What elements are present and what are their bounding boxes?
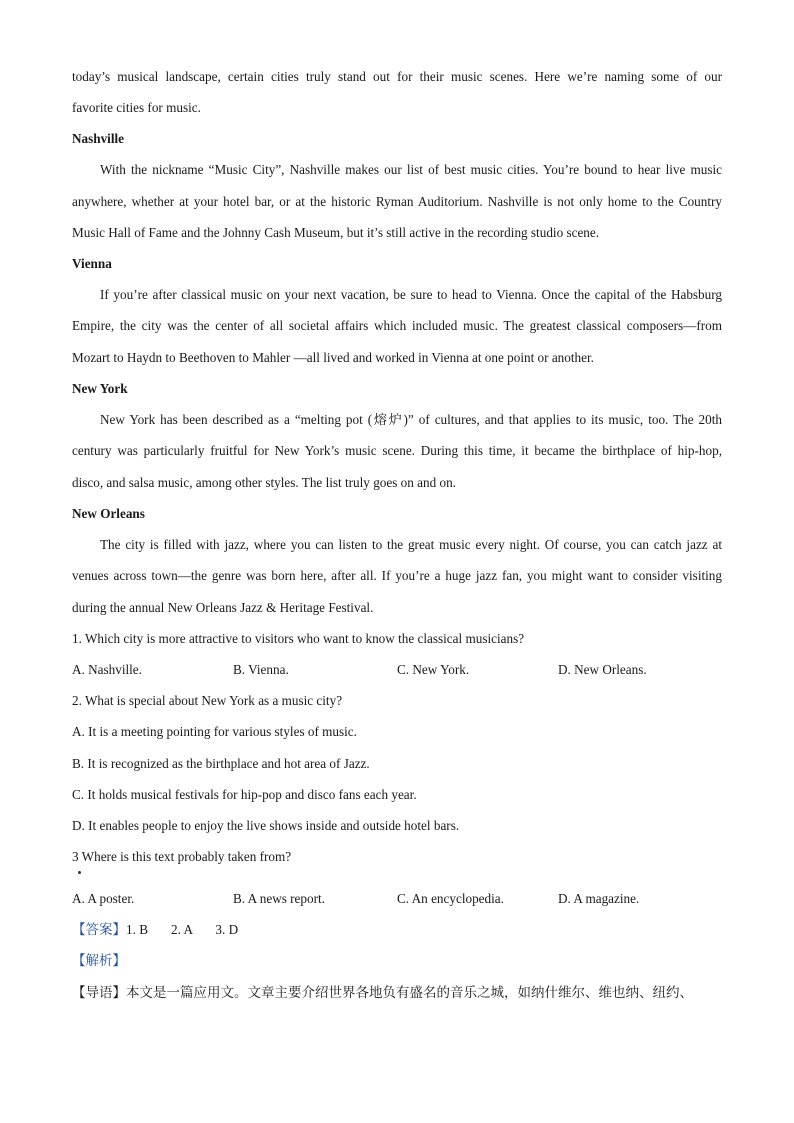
- guide-line: [72, 984, 722, 1002]
- question-1-options: [72, 661, 722, 679]
- analysis-label: 【解析】: [72, 953, 126, 969]
- paragraph-line: Empire, the city was the center of all societal affairs which included music. The greatest classical composers—from: [72, 318, 722, 333]
- paragraph-line: century was particularly fruitful for New York’s music scene. During this time, it became the birthplace of hip-hop,: [72, 443, 722, 458]
- option-b: B. Vienna.: [233, 662, 289, 677]
- option-d: D. It enables people to enjoy the live shows inside and outside hotel bars.: [72, 818, 460, 833]
- question-2-stem: 2. What is special about New York as a music city?: [72, 693, 343, 708]
- option-a: A. It is a meeting pointing for various styles of music.: [72, 724, 357, 739]
- paragraph-line: anywhere, whether at your hotel bar, or at the historic Ryman Auditorium. Nashville is not only home to the Country: [72, 194, 722, 209]
- paragraph-line: Music Hall of Fame and the Johnny Cash Museum, but it’s still active in the recording studio scene.: [72, 225, 600, 240]
- stray-dot: [78, 871, 81, 874]
- option-c: C. It holds musical festivals for hip-pop and disco fans each year.: [72, 787, 417, 802]
- section-heading-new-york: New York: [72, 381, 128, 396]
- paragraph-line: venues across town—the genre was born here, after all. If you’re a huge jazz fan, you might want to consider visiting: [72, 568, 722, 583]
- option-b: B. It is recognized as the birthplace and hot area of Jazz.: [72, 756, 370, 771]
- option-a: A. A poster.: [72, 891, 135, 906]
- paragraph-line: Mozart to Haydn to Beethoven to Mahler —all lived and worked in Vienna at one point or another.: [72, 350, 594, 365]
- answer-line: [72, 921, 722, 939]
- paragraph-line: New York has been described as a “melting pot (熔炉)” of cultures, and that applies to its music, too. The 20th: [100, 412, 722, 427]
- option-d: D. New Orleans.: [558, 662, 647, 677]
- option-b: B. A news report.: [233, 891, 325, 906]
- question-3-options: [72, 890, 722, 908]
- intro-line-1: today’s musical landscape, certain cities truly stand out for their music scenes. Here we’re naming some of our: [72, 69, 722, 84]
- answer-text: 1. B 2. A 3. D: [126, 922, 239, 937]
- intro-line-2: favorite cities for music.: [72, 100, 201, 115]
- option-a: A. Nashville.: [72, 662, 142, 677]
- guide-label: 【导语】: [72, 985, 126, 1001]
- option-c: C. An encyclopedia.: [397, 891, 504, 906]
- paragraph-line: If you’re after classical music on your next vacation, be sure to head to Vienna. Once the capital of the Habsburg: [100, 287, 722, 302]
- section-heading-vienna: Vienna: [72, 256, 112, 271]
- paragraph-line: disco, and salsa music, among other styles. The list truly goes on and on.: [72, 475, 456, 490]
- section-heading-nashville: Nashville: [72, 131, 125, 146]
- question-1-stem: 1. Which city is more attractive to visitors who want to know the classical musicians?: [72, 631, 525, 646]
- paragraph-line: during the annual New Orleans Jazz & Heritage Festival.: [72, 600, 374, 615]
- answer-label: 【答案】: [72, 922, 126, 938]
- paragraph-line: With the nickname “Music City”, Nashville makes our list of best music cities. You’re bound to hear live music: [100, 162, 722, 177]
- option-d: D. A magazine.: [558, 891, 640, 906]
- guide-text: 本文是一篇应用文。文章主要介绍世界各地负有盛名的音乐之城，如纳什维尔、维也纳、纽约、: [126, 985, 693, 1001]
- section-heading-new-orleans: New Orleans: [72, 506, 145, 521]
- question-3-stem: 3 Where is this text probably taken from?: [72, 849, 292, 864]
- option-c: C. New York.: [397, 662, 470, 677]
- analysis-line: [72, 952, 722, 970]
- paragraph-line: The city is filled with jazz, where you can listen to the great music every night. Of course, you can catch jazz at: [100, 537, 722, 552]
